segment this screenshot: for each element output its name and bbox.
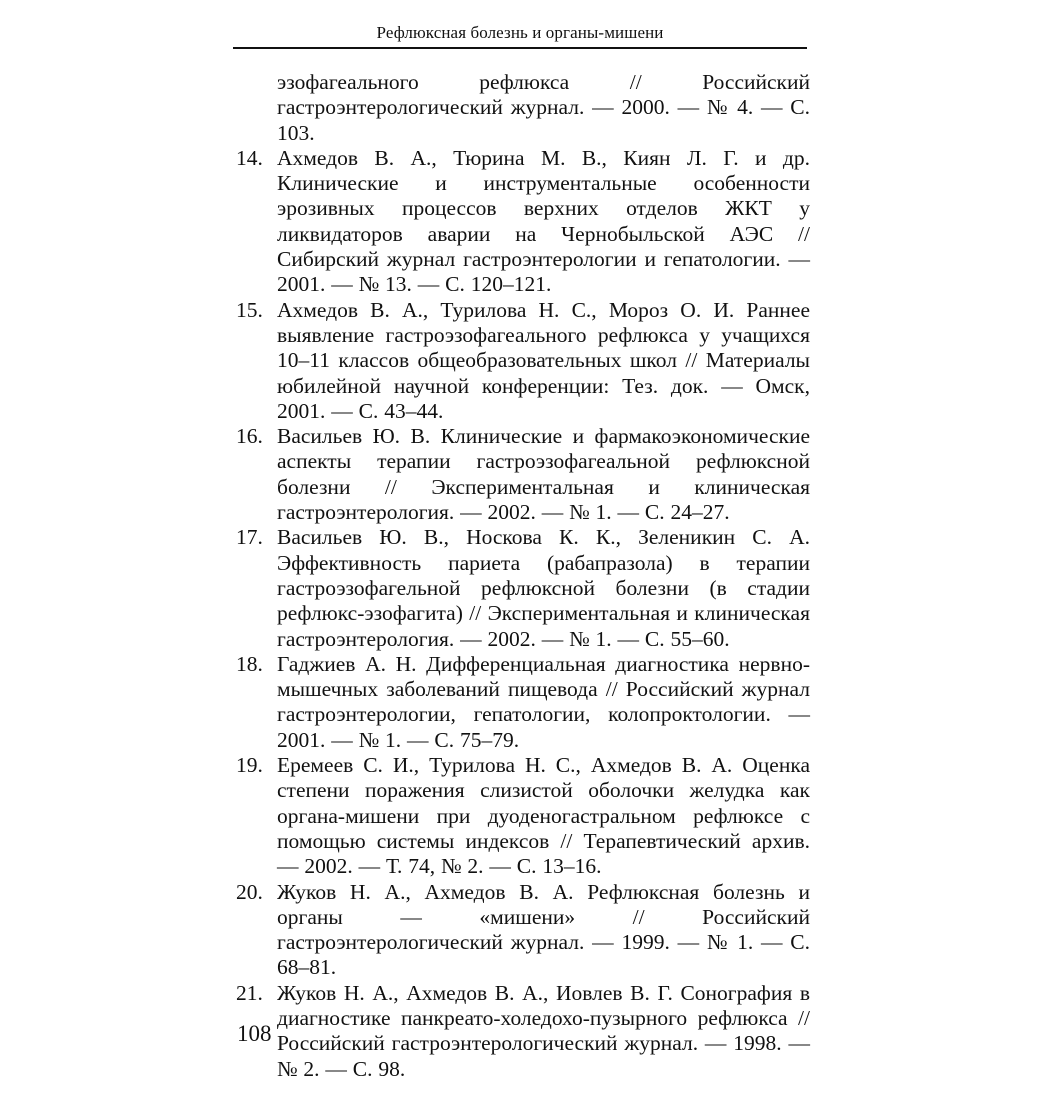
page-number: 108 (237, 1021, 272, 1046)
reference-item-20 (236, 880, 810, 981)
header-rule (233, 47, 807, 49)
reference-number: 17. (236, 525, 263, 550)
reference-text: Васильев Ю. В., Носкова К. К., Зеленикин С. А. Эффективность париета (рабапразола) в терапии гастроэзофагельной рефлюксной болезни (в стадии рефлюкс-эзофагита) // Экспериментальная и клиническая гастроэнтерология. — 2002. — № 1. — С. 55–60. (277, 525, 810, 651)
reference-number: 21. (236, 980, 263, 1005)
reference-text: Ахмедов В. А., Тюрина М. В., Киян Л. Г. и др. Клинические и инструментальные особенности эрозивных процессов верхних отделов ЖКТ у ликвидаторов аварии на Чернобыльской АЭС // Сибирский журнал гастроэнтерологии и гепатологии. — 2001. — № 13. — С. 120–121. (277, 145, 810, 297)
reference-item-19 (236, 753, 810, 879)
reference-item-18 (236, 652, 810, 753)
reference-text: Ахмедов В. А., Турилова Н. С., Мороз О. И. Раннее выявление гастроэзофагеального рефлюкса у учащихся 10–11 классов общеобразовательных школ // Материалы юбилейной научной конференции: Тез. док. — Омск, 2001. — С. 43–44. (277, 297, 810, 423)
reference-text: Жуков Н. А., Ахмедов В. А., Иовлев В. Г. Сонография в диагностике панкреато-холедохо-пузырного рефлюкса // Российский гастроэнтерологический журнал. — 1998. — № 2. — С. 98. (277, 980, 810, 1081)
reference-text: Васильев Ю. В. Клинические и фармакоэкономические аспекты терапии гастроэзофагеальной рефлюксной болезни // Экспериментальная и клиническая гастроэнтерология. — 2002. — № 1. — С. 24–27. (277, 424, 810, 525)
reference-number: 14. (236, 145, 263, 170)
reference-number: 15. (236, 297, 263, 322)
reference-item-17 (236, 525, 810, 651)
reference-text: Гаджиев А. Н. Дифференциальная диагностика нервно-мышечных заболеваний пищевода // Российский журнал гастроэнтерологии, гепатологии, колопроктологии. — 2001. — № 1. — С. 75–79. (277, 651, 810, 752)
reference-item-14 (236, 146, 810, 298)
reference-item-16 (236, 424, 810, 525)
reference-item-21 (236, 981, 810, 1082)
running-header: Рефлюксная болезнь и органы-мишени (376, 23, 664, 42)
reference-number: 20. (236, 879, 263, 904)
reference-text: Еремеев С. И., Турилова Н. С., Ахмедов В. А. Оценка степени поражения слизистой оболочки желудка как органа-мишени при дуоденогастральном рефлюксе с помощью системы индексов // Терапевтический архив. — 2002. — Т. 74, № 2. — С. 13–16. (277, 753, 810, 879)
reference-text: Жуков Н. А., Ахмедов В. А. Рефлюксная болезнь и органы — «мишени» // Российский гастроэнтерологический журнал. — 1999. — № 1. — С. 68–81. (277, 879, 810, 980)
reference-continuation: эзофагеального рефлюкса // Российский гастроэнтерологический журнал. — 2000. — № 4. — С. 103. (277, 70, 810, 145)
reference-number: 18. (236, 651, 263, 676)
reference-item-15 (236, 298, 810, 424)
reference-number: 16. (236, 424, 263, 449)
reference-list (236, 70, 810, 1082)
reference-number: 19. (236, 753, 263, 778)
